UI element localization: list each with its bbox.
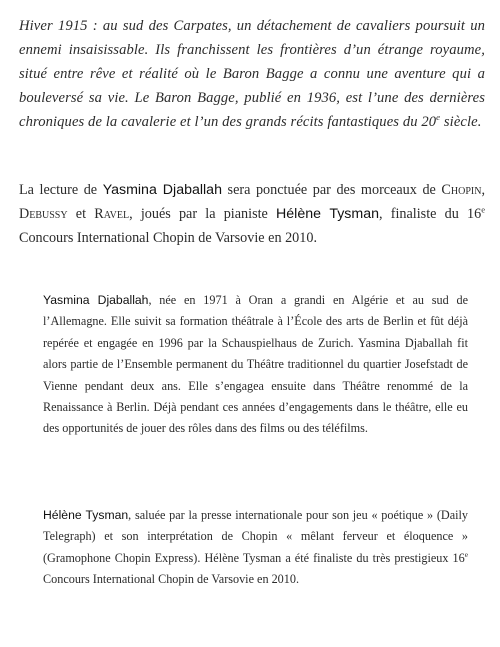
lecture-text: Concours International Chopin de Varsovie en 2010. [19, 230, 318, 246]
pianist-name: Hélène Tysman [276, 206, 379, 222]
composer-ravel: Ravel [94, 206, 130, 222]
composer-debussy: Debussy [19, 206, 68, 222]
bio-helene [43, 505, 468, 591]
bio-yasmina [43, 290, 468, 440]
bio-name: Yasmina Djaballah [43, 293, 149, 307]
intro-text-end: siècle. [440, 114, 482, 130]
lecture-text: , joués par la pianiste [129, 206, 277, 222]
composer-chopin: Chopin [441, 182, 482, 198]
ordinal-superscript: e [481, 204, 485, 215]
century-superscript: e [436, 112, 441, 123]
lecture-text: , [481, 182, 485, 198]
bio-text-end: Concours International Chopin de Varsovie en 2010. [43, 572, 300, 587]
bio-name: Hélène Tysman [43, 508, 129, 522]
lecture-text: et [67, 206, 95, 222]
bio-text: , saluée par la presse internationale pour son jeu « poétique » (Daily Telegraph) et son interprétation de Chopin « mêlant ferveur et éloquence » (Gramophone Chopin Express). Hélène Tysman a été finaliste du très prestigieux 16 [43, 508, 468, 565]
lecture-text: La lecture de [19, 182, 103, 198]
bio-text: , née en 1971 à Oran a grandi en Algérie et au sud de l’Allemagne. Elle suivit sa formation théâtrale à l’École des arts de Berlin et fût déjà repérée et engagée en 1996 par la Schauspielhaus de Zurich. Yasmina Djaballah fit alors partie de l’Ensemble permanent du Théâtre traditionnel du quartier Josefstadt de Vienne pendant deux ans. Elle s’engagea ensuite dans Théâtre renommé de la Renaissance à Berlin. Déjà pendant ces années d’engagements dans le théâtre, elle eu des opportunités de jouer des rôles dans des films ou des téléfilms. [43, 293, 469, 436]
intro-text: Hiver 1915 : au sud des Carpates, un détachement de cavaliers poursuit un ennemi insaisissable. Ils franchissent les frontières d’un étrange royaume, situé entre rêve et réalité où le Baron Bagge a connu une aventure qui a bouleversé sa vie. Le Baron Bagge, publié en 1936, est l’une des dernières chroniques de la cavalerie et l’un des grands récits fantastiques du 20 [19, 18, 485, 130]
ordinal-superscript: e [464, 549, 468, 559]
lecture-paragraph [19, 178, 485, 250]
lecture-text: , finaliste du 16 [379, 206, 482, 222]
reader-name: Yasmina Djaballah [102, 182, 222, 198]
lecture-text: sera ponctuée par des morceaux de [221, 182, 442, 198]
intro-paragraph [19, 14, 485, 134]
